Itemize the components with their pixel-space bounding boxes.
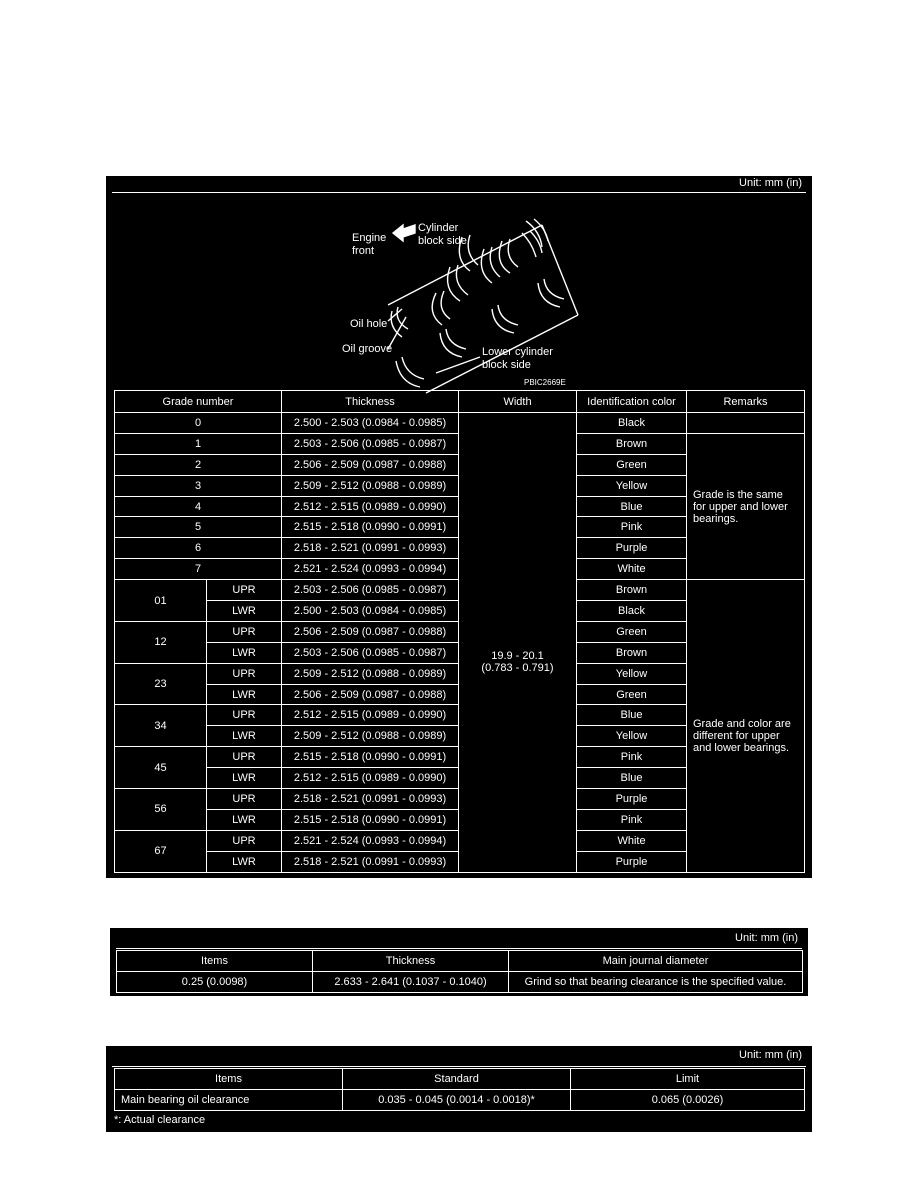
header-items: Items: [117, 951, 313, 972]
cell-color: Yellow: [577, 726, 687, 747]
divider: [116, 948, 802, 949]
cylinder-block-side-label-1: Cylinder: [418, 222, 459, 234]
footnote: *: Actual clearance: [114, 1114, 206, 1126]
cell-standard: 0.035 - 0.045 (0.0014 - 0.0018)*: [343, 1090, 571, 1111]
cell-color: Pink: [577, 747, 687, 768]
cell-grade: 12: [115, 621, 207, 663]
remark-line: Grade and color are: [693, 717, 791, 730]
table-row: [117, 972, 803, 993]
cell-color: Black: [577, 413, 687, 434]
cell-side: UPR: [207, 663, 282, 684]
cell-side: UPR: [207, 830, 282, 851]
cell-grade: 45: [115, 747, 207, 789]
remark-line: for upper and lower: [693, 500, 788, 513]
unit-label: Unit: mm (in): [739, 177, 802, 189]
oil-groove-label: Oil groove: [342, 343, 393, 355]
cell-color: Purple: [577, 789, 687, 810]
cell-thickness: 2.509 - 2.512 (0.0988 - 0.0989): [282, 726, 459, 747]
cell-thickness: 2.515 - 2.518 (0.0990 - 0.0991): [282, 517, 459, 538]
header-standard: Standard: [343, 1069, 571, 1090]
cell-thickness: 2.515 - 2.518 (0.0990 - 0.0991): [282, 809, 459, 830]
cell-side: LWR: [207, 768, 282, 789]
remark-line: different for upper: [693, 729, 780, 742]
cell-color: Purple: [577, 851, 687, 872]
bearing-grade-table: [114, 390, 805, 873]
header-identification-color: Identification color: [577, 391, 687, 413]
cell-side: LWR: [207, 726, 282, 747]
cell-color: Green: [577, 684, 687, 705]
cell-thickness: 2.509 - 2.512 (0.0988 - 0.0989): [282, 663, 459, 684]
lower-cylinder-block-side-label-2: block side: [482, 359, 531, 371]
width-value-line-2: (0.783 - 0.791): [481, 662, 554, 675]
cell-color: Green: [577, 621, 687, 642]
cell-color: Brown: [577, 433, 687, 454]
cylinder-block-side-label-2: block side: [418, 235, 467, 247]
cell-thickness: 2.521 - 2.524 (0.0993 - 0.0994): [282, 559, 459, 580]
cell-color: Purple: [577, 538, 687, 559]
header-items: Items: [115, 1069, 343, 1090]
header-main-journal-diameter: Main journal diameter: [509, 951, 803, 972]
cell-color: Blue: [577, 496, 687, 517]
cell-main-journal-diameter: Grind so that bearing clearance is the specified value.: [509, 972, 803, 993]
cell-side: LWR: [207, 851, 282, 872]
cell-color: Black: [577, 601, 687, 622]
cell-color: Green: [577, 454, 687, 475]
cell-remarks-empty: [687, 413, 805, 434]
remark-line: Grade is the same: [693, 488, 783, 501]
cell-width: [459, 413, 577, 873]
table-row: [115, 413, 805, 434]
table-header-row: [115, 1069, 805, 1090]
cell-thickness: 2.521 - 2.524 (0.0993 - 0.0994): [282, 830, 459, 851]
clearance-panel: [106, 1046, 812, 1132]
cell-grade: 23: [115, 663, 207, 705]
header-limit: Limit: [571, 1069, 805, 1090]
cell-side: UPR: [207, 789, 282, 810]
table-row: [115, 1090, 805, 1111]
cell-thickness: 2.512 - 2.515 (0.0989 - 0.0990): [282, 768, 459, 789]
divider: [112, 1066, 806, 1067]
cell-grade: 3: [115, 475, 282, 496]
cell-thickness: 2.518 - 2.521 (0.0991 - 0.0993): [282, 851, 459, 872]
table-header-row: [115, 391, 805, 413]
cell-color: White: [577, 559, 687, 580]
cell-items: 0.25 (0.0098): [117, 972, 313, 993]
cell-color: Pink: [577, 517, 687, 538]
cell-thickness: 2.503 - 2.506 (0.0985 - 0.0987): [282, 642, 459, 663]
cell-color: Brown: [577, 642, 687, 663]
cell-thickness: 2.633 - 2.641 (0.1037 - 0.1040): [313, 972, 509, 993]
engine-front-label-1: Engine: [352, 232, 387, 244]
cell-grade: 2: [115, 454, 282, 475]
header-width: Width: [459, 391, 577, 413]
cell-side: UPR: [207, 621, 282, 642]
cell-items: Main bearing oil clearance: [115, 1090, 343, 1111]
engine-front-label-2: front: [352, 245, 375, 257]
header-thickness: Thickness: [282, 391, 459, 413]
remark-line: and lower bearings.: [693, 741, 790, 754]
cell-color: Yellow: [577, 475, 687, 496]
width-value-line-1: 19.9 - 20.1: [491, 650, 544, 663]
cell-limit: 0.065 (0.0026): [571, 1090, 805, 1111]
cell-thickness: 2.518 - 2.521 (0.0991 - 0.0993): [282, 789, 459, 810]
cell-remarks-same: [687, 433, 805, 579]
unit-label: Unit: mm (in): [735, 932, 798, 944]
cell-grade: 1: [115, 433, 282, 454]
cell-thickness: 2.506 - 2.509 (0.0987 - 0.0988): [282, 684, 459, 705]
cell-grade: 01: [115, 580, 207, 622]
undersize-table: [116, 950, 803, 993]
clearance-table: [114, 1068, 805, 1111]
cell-color: Blue: [577, 768, 687, 789]
figure-code: PBIC2669E: [524, 378, 566, 387]
cell-thickness: 2.503 - 2.506 (0.0985 - 0.0987): [282, 433, 459, 454]
cell-color: Blue: [577, 705, 687, 726]
cell-grade: 0: [115, 413, 282, 434]
cell-thickness: 2.512 - 2.515 (0.0989 - 0.0990): [282, 705, 459, 726]
cell-remarks-different: [687, 580, 805, 872]
cell-thickness: 2.518 - 2.521 (0.0991 - 0.0993): [282, 538, 459, 559]
cell-grade: 67: [115, 830, 207, 872]
cell-thickness: 2.503 - 2.506 (0.0985 - 0.0987): [282, 580, 459, 601]
cell-grade: 7: [115, 559, 282, 580]
cell-color: White: [577, 830, 687, 851]
cell-thickness: 2.500 - 2.503 (0.0984 - 0.0985): [282, 601, 459, 622]
lower-cylinder-block-side-label-1: Lower cylinder: [482, 346, 553, 358]
cell-grade: 6: [115, 538, 282, 559]
cell-thickness: 2.500 - 2.503 (0.0984 - 0.0985): [282, 413, 459, 434]
remark-line: bearings.: [693, 512, 739, 525]
cell-thickness: 2.509 - 2.512 (0.0988 - 0.0989): [282, 475, 459, 496]
header-grade-number: Grade number: [115, 391, 282, 413]
cell-thickness: 2.512 - 2.515 (0.0989 - 0.0990): [282, 496, 459, 517]
cell-side: LWR: [207, 809, 282, 830]
table-header-row: [117, 951, 803, 972]
cell-thickness: 2.506 - 2.509 (0.0987 - 0.0988): [282, 621, 459, 642]
header-thickness: Thickness: [313, 951, 509, 972]
oil-hole-label: Oil hole: [350, 318, 388, 330]
cell-grade: 56: [115, 789, 207, 831]
cell-side: LWR: [207, 684, 282, 705]
cell-color: Pink: [577, 809, 687, 830]
unit-label: Unit: mm (in): [739, 1049, 802, 1061]
bearing-diagram: [106, 193, 812, 407]
undersize-panel: [110, 928, 808, 996]
cell-thickness: 2.515 - 2.518 (0.0990 - 0.0991): [282, 747, 459, 768]
cell-side: LWR: [207, 642, 282, 663]
cell-side: UPR: [207, 705, 282, 726]
cell-color: Yellow: [577, 663, 687, 684]
cell-grade: 34: [115, 705, 207, 747]
cell-grade: 4: [115, 496, 282, 517]
bearing-grade-panel: [106, 176, 812, 878]
cell-thickness: 2.506 - 2.509 (0.0987 - 0.0988): [282, 454, 459, 475]
cell-side: LWR: [207, 601, 282, 622]
cell-grade: 5: [115, 517, 282, 538]
cell-color: Brown: [577, 580, 687, 601]
cell-side: UPR: [207, 747, 282, 768]
cell-side: UPR: [207, 580, 282, 601]
header-remarks: Remarks: [687, 391, 805, 413]
